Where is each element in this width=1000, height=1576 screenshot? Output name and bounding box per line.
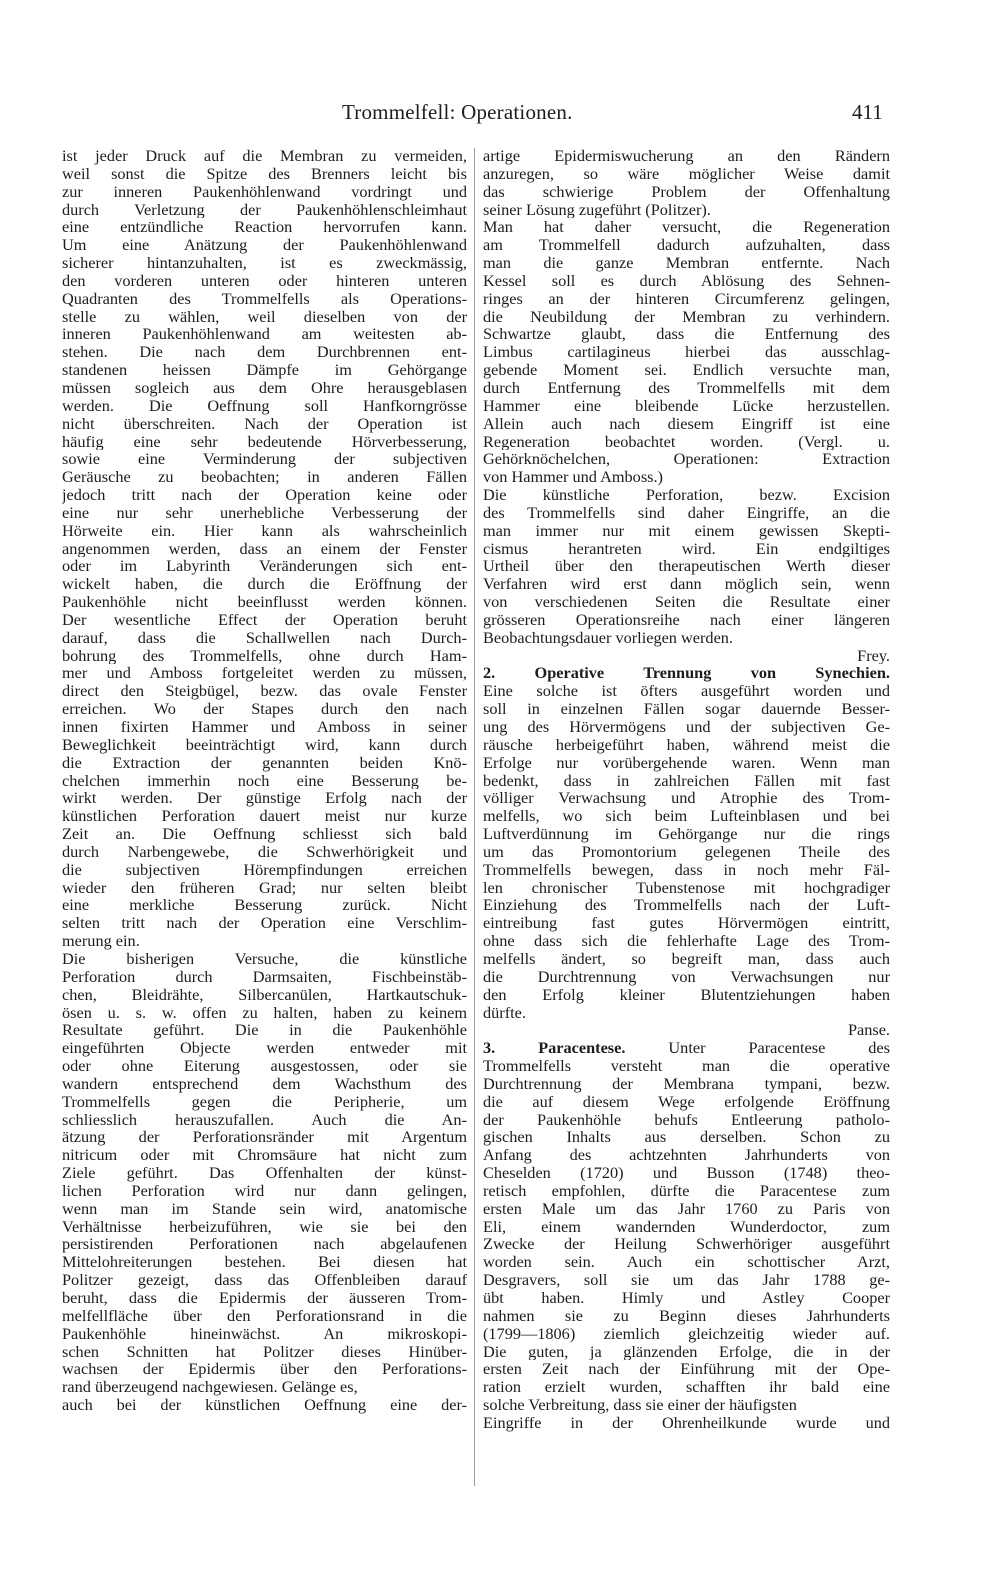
text-line: Perforation durch Darmsaiten, Fischbeinstäb- xyxy=(62,967,467,986)
text-line: selten tritt nach der Operation eine Verschlim- xyxy=(62,914,467,933)
text-line: erreichen. Wo der Stapes durch den nach xyxy=(62,700,467,718)
text-line: Die bisherigen Versuche, die künstliche xyxy=(62,949,467,968)
text-line: ration erzielt wurden, schafften ihr bald eine xyxy=(483,1378,890,1397)
text-line: anzuregen, so wäre möglicher Weise damit xyxy=(483,164,890,183)
text-line: stehen. Die nach dem Durchbrennen ent- xyxy=(62,343,467,362)
text-line: bedenkt, dass in zahlreichen Fällen mit fast xyxy=(483,771,890,790)
text-line: Geräusche zu beobachten; in anderen Fällen xyxy=(62,468,467,487)
text-line: durch Verletzung der Paukenhöhlenschleimhaut xyxy=(62,200,467,219)
text-line: übt haben. Himly und Astley Cooper xyxy=(483,1289,890,1307)
text-line: der Paukenhöhle behufs Entleerung patholo- xyxy=(483,1110,890,1129)
text-line: müssen sogleich aus dem Ohre herausgeblasen xyxy=(62,378,467,397)
text-line: Verfahren wird erst dann möglich sein, wenn xyxy=(483,575,890,594)
text-line: Erfolge nur vorübergehende waren. Wenn man xyxy=(483,753,890,772)
text-line: zur inneren Paukenhöhlenwand vordringt und xyxy=(62,182,467,201)
text-line: artige Epidermiswucherung an den Rändern xyxy=(483,147,890,165)
text-line: inneren Paukenhöhlenwand am weitesten ab- xyxy=(62,325,467,344)
text-line: die subjectiven Hörempfindungen erreichen xyxy=(62,860,467,879)
text-line: die auf diesem Wege erfolgende Eröffnung xyxy=(483,1092,890,1111)
text-line: Die künstliche Perforation, bezw. Excision xyxy=(483,486,890,504)
text-line: dürfte. xyxy=(483,1003,526,1022)
text-line: Zwecke der Heilung Schwerhöriger ausgeführt xyxy=(483,1235,890,1254)
text-line: Verhältnisse herbeizuführen, wie sie bei den xyxy=(62,1217,467,1236)
text-line: Anfang des achtzehnten Jahrhunderts von xyxy=(483,1146,890,1165)
page-number: 411 xyxy=(852,100,883,124)
text-line: Um eine Anätzung der Paukenhöhlenwand xyxy=(62,236,467,255)
text-line: Kessel soll es durch Ablösung des Sehnen- xyxy=(483,271,890,290)
text-line: ersten Male um das Jahr 1760 zu Paris von xyxy=(483,1199,890,1218)
text-line: 3. Paracentese. Unter Paracentese des xyxy=(483,1039,890,1058)
text-line: sowie eine Verminderung der subjectiven xyxy=(62,450,467,469)
text-line: innen fixirten Hammer und Amboss in seiner xyxy=(62,718,467,736)
text-line: die Durchtrennung von Verwachsungen nur xyxy=(483,967,890,986)
text-line: schliesslich herauszufallen. Auch die An- xyxy=(62,1110,467,1129)
running-header xyxy=(0,100,1000,128)
text-line: oder ohne Eiterung ausgestossen, oder sie xyxy=(62,1057,467,1075)
text-line: Hörweite ein. Hier kann als wahrscheinlich xyxy=(62,521,467,540)
text-line: gebende Moment sei. Endlich versuchte man, xyxy=(483,361,890,379)
text-line: weil sonst die Spitze des Brenners leicht bis xyxy=(62,164,467,183)
text-line: Trommelfells versteht man die operative xyxy=(483,1057,890,1075)
text-line: durch Narbengewebe, die Schwerhörigkeit und xyxy=(62,842,467,861)
text-line: Regeneration beobachtet worden. (Vergl. u. xyxy=(483,432,890,451)
text-line: persistirenden Perforationen nach abgelaufenen xyxy=(62,1235,467,1254)
text-line: Paukenhöhle nicht beeinflusst werden können. xyxy=(62,593,467,611)
text-line: werden. Die Oeffnung soll Hanfkorngrösse xyxy=(62,396,467,415)
text-line: oder im Labyrinth Veränderungen sich ent- xyxy=(62,557,467,576)
text-line: schen Schnitten hat Politzer dieses Hinüber- xyxy=(62,1342,467,1361)
text-line: wachsen der Epidermis über den Perforations- xyxy=(62,1360,467,1379)
text-line: ösen u. s. w. offen zu halten, haben zu keinem xyxy=(62,1003,467,1022)
text-line: den vorderen unteren oder hinteren unteren xyxy=(62,271,467,290)
text-line: Zeit an. Die Oeffnung schliesst sich bald xyxy=(62,825,467,843)
text-line: Gehörknöchelchen, Operationen: Extraction xyxy=(483,450,890,469)
text-line: wenn man im Stande sein wird, anatomische xyxy=(62,1199,467,1218)
text-line: mer und Amboss fortgeleitet werden zu müssen, xyxy=(62,664,467,683)
text-line: Beweglichkeit beeinträchtigt wird, kann durch xyxy=(62,735,467,754)
text-line: Quadranten des Trommelfells als Operations- xyxy=(62,289,467,308)
text-line: Eine solche ist öfters ausgeführt worden und xyxy=(483,682,890,701)
text-line: angenommen werden, dass an einem der Fenster xyxy=(62,539,467,558)
text-line: häufig eine sehr bedeutende Hörverbesserung, xyxy=(62,432,467,451)
text-line: solche Verbreitung, dass sie einer der häufigsten xyxy=(483,1396,797,1414)
text-line: die Neubildung der Membran zu verhindern. xyxy=(483,307,890,326)
text-line: völliger Verwachsung und Atrophie des Trom- xyxy=(483,789,890,808)
text-line: melfells ändert, so begreift man, dass auch xyxy=(483,949,890,968)
text-line: worden sein. Auch ein schottischer Arzt, xyxy=(483,1253,890,1272)
text-line: melfellfläche über den Perforationsrand in die xyxy=(62,1306,467,1325)
text-line: auch bei der künstlichen Oeffnung eine der- xyxy=(62,1396,467,1414)
text-line: gischen Inhalts aus derselben. Schon zu xyxy=(483,1128,890,1147)
text-line: wandern entsprechend dem Wachsthum des xyxy=(62,1074,467,1093)
text-line: Panse. xyxy=(847,1021,890,1040)
text-line: eine entzündliche Reaction hervorrufen kann. xyxy=(62,218,467,237)
text-line: um das Promontorium gelegenen Theile des xyxy=(483,842,890,861)
text-line: den Erfolg kleiner Blutentziehungen haben xyxy=(483,985,890,1004)
text-line: Paukenhöhle hineinwächst. An mikroskopi- xyxy=(62,1324,467,1343)
text-line: Hammer eine bleibende Lücke herzustellen. xyxy=(483,396,890,415)
text-line: von Hammer und Amboss.) xyxy=(483,468,663,487)
text-line: retisch empfohlen, dürfte die Paracentese zum xyxy=(483,1181,890,1200)
text-line: Cheselden (1720) und Busson (1748) theo- xyxy=(483,1164,890,1182)
text-line: räusche herbeigeführt haben, während meist die xyxy=(483,735,890,754)
text-line: ohne dass sich die fehlerhafte Lage des Trom- xyxy=(483,932,890,950)
text-line: Desgravers, soll sie um das Jahr 1788 ge- xyxy=(483,1271,890,1289)
text-line: jedoch tritt nach der Operation keine oder xyxy=(62,486,467,504)
text-line: künstlichen Perforation dauert meist nur kurze xyxy=(62,807,467,826)
text-line: eingeführten Objecte werden entweder mit xyxy=(62,1039,467,1058)
text-line: ist jeder Druck auf die Membran zu vermeiden, xyxy=(62,147,467,165)
text-line: grösseren Operationsreihe nach einer längeren xyxy=(483,610,890,629)
text-line: wirkt werden. Der günstige Erfolg nach der xyxy=(62,789,467,808)
text-line: ung des Hörvermögens und der subjectiven Ge- xyxy=(483,718,890,736)
left-text-column xyxy=(62,147,467,1414)
text-line: Mittelohreiterungen bestehen. Bei diesen hat xyxy=(62,1253,467,1272)
text-line: (1799—1806) ziemlich gleichzeitig wieder auf. xyxy=(483,1324,890,1343)
text-line: die Extraction der genannten beiden Knö- xyxy=(62,753,467,772)
text-line: Trommelfells bewegen, dass in noch mehr Fäl- xyxy=(483,860,890,879)
text-line: 2. Operative Trennung von Synechien. xyxy=(483,664,890,683)
text-line: durch Entfernung des Trommelfells mit dem xyxy=(483,378,890,397)
text-line: man die ganze Membran entfernte. Nach xyxy=(483,254,890,272)
text-line: am Trommelfell dadurch aufzuhalten, dass xyxy=(483,236,890,255)
text-line: wieder den früheren Grad; nur selten bleibt xyxy=(62,878,467,897)
text-line: eintreibung fast gutes Hörvermögen eintritt, xyxy=(483,914,890,933)
text-line: lichen Perforation wird nur dann gelingen, xyxy=(62,1181,467,1200)
text-line: bohrung des Trommelfells, ohne durch Ham- xyxy=(62,646,467,665)
text-line: Allein auch nach diesem Eingriff ist eine xyxy=(483,414,890,433)
text-line: darauf, dass die Schallwellen nach Durch- xyxy=(62,628,467,647)
text-line: nicht überschreiten. Nach der Operation ist xyxy=(62,414,467,433)
text-line: eine merkliche Besserung zurück. Nicht xyxy=(62,896,467,915)
text-line: ätzung der Perforationsränder mit Argentum xyxy=(62,1128,467,1147)
text-line: rand überzeugend nachgewiesen. Gelänge es, xyxy=(62,1378,358,1397)
column-divider xyxy=(474,148,475,1486)
text-line: Limbus cartilagineus hierbei das ausschlag- xyxy=(483,343,890,362)
text-line: merung ein. xyxy=(62,932,140,950)
text-line: standenen heissen Dämpfe im Gehörgange xyxy=(62,361,467,379)
text-line: Beobachtungsdauer vorliegen werden. xyxy=(483,628,734,647)
text-line: Schwartze glaubt, dass die Entfernung des xyxy=(483,325,890,344)
text-line: Luftverdünnung im Gehörgange nur die rings xyxy=(483,825,890,843)
text-line: len chronischer Tubenstenose mit hochgradiger xyxy=(483,878,890,897)
text-line: von verschiedenen Seiten die Resultate einer xyxy=(483,593,890,611)
text-line: ringes an der hinteren Circumferenz gelingen, xyxy=(483,289,890,308)
text-line: nitricum oder mit Chromsäure hat nicht zum xyxy=(62,1146,467,1165)
text-line: nahmen sie zu Beginn dieses Jahrhunderts xyxy=(483,1306,890,1325)
text-line: Der wesentliche Effect der Operation beruht xyxy=(62,610,467,629)
text-line: sicherer hintanzuhalten, ist es zweckmässig, xyxy=(62,254,467,272)
text-line: Frey. xyxy=(857,646,890,665)
text-line: Eli, einem wandernden Wunderdoctor, zum xyxy=(483,1217,890,1236)
text-line: eine nur sehr unerhebliche Verbesserung der xyxy=(62,503,467,522)
text-line: Einziehung des Trommelfells nach der Luft- xyxy=(483,896,890,915)
text-line: Ziele geführt. Das Offenhalten der künst- xyxy=(62,1164,467,1182)
text-line: beruht, dass die Epidermis der äusseren Trom- xyxy=(62,1289,467,1307)
text-line: Urtheil über den therapeutischen Werth dieser xyxy=(483,557,890,576)
text-line: Resultate geführt. Die in die Paukenhöhle xyxy=(62,1021,467,1040)
text-line: Politzer gezeigt, dass das Offenbleiben darauf xyxy=(62,1271,467,1289)
running-head-title: Trommelfell: Operationen. xyxy=(342,100,573,124)
text-line: Die guten, ja glänzenden Erfolge, die in der xyxy=(483,1342,890,1361)
text-line: Durchtrennung der Membrana tympani, bezw. xyxy=(483,1074,890,1093)
text-line: chen, Bleidrähte, Silbercanülen, Hartkautschuk- xyxy=(62,985,467,1004)
text-line: das schwierige Problem der Offenhaltung xyxy=(483,182,890,201)
text-line: Eingriffe in der Ohrenheilkunde wurde und xyxy=(483,1413,890,1432)
right-text-column xyxy=(483,147,890,1432)
text-line: stelle zu wählen, weil dieselben von der xyxy=(62,307,467,326)
text-line: seiner Lösung zugeführt (Politzer). xyxy=(483,200,711,219)
text-line: des Trommelfells sind daher Eingriffe, an die xyxy=(483,503,890,522)
text-line: Man hat daher versucht, die Regeneration xyxy=(483,218,890,237)
text-line: soll in einzelnen Fällen sogar dauernde Besser- xyxy=(483,700,890,718)
text-line: direct den Steigbügel, bezw. das ovale Fenster xyxy=(62,682,467,701)
text-line: cismus herantreten wird. Ein endgiltiges xyxy=(483,539,890,558)
text-line: ersten Zeit nach der Einführung mit der Ope- xyxy=(483,1360,890,1379)
text-line: Trommelfells gegen die Peripherie, um xyxy=(62,1092,467,1111)
text-line: man immer nur mit einem gewissen Skepti- xyxy=(483,521,890,540)
text-line: melfells, wo sich beim Lufteinblasen und bei xyxy=(483,807,890,826)
text-line: chelchen immerhin noch eine Besserung be- xyxy=(62,771,467,790)
text-line: wickelt haben, die durch die Eröffnung der xyxy=(62,575,467,594)
